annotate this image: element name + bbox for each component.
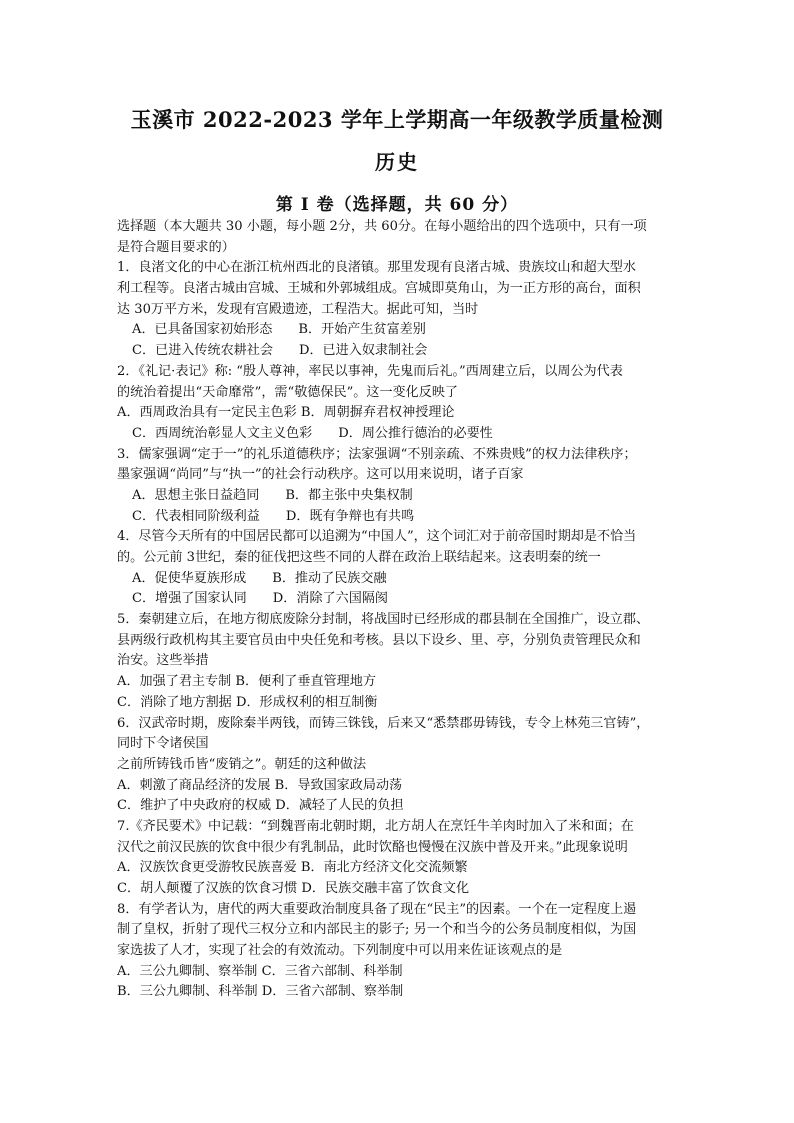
question-3-options-row: [117, 486, 697, 507]
question-8-options-row: [117, 962, 697, 983]
question-4-stem: 4．尽管今天所有的中国居民都可以追溯为“中国人”，这个词汇对于前帝国时期却是不恰当: [117, 529, 637, 545]
question-1-options-row: [117, 320, 697, 341]
option-c[interactable]: C．胡人颠覆了汉族的饮食习惯: [117, 881, 298, 896]
question-1-stem: 1．良渚文化的中心在浙江杭州西北的良渚镇。那里发现有良渚古城、贵族坟山和超大型水: [117, 260, 636, 276]
exam-title: 玉溪市 2022-2023 学年上学期高一年级教学质量检测: [130, 107, 664, 132]
question-5-stem: 5．秦朝建立后，在地方彻底废除分封制，将战国时已经形成的郡县制在全国推广，设立郡、: [117, 612, 650, 628]
option-a[interactable]: A．刺激了商品经济的发展: [117, 777, 271, 793]
question-8-options-row: [117, 982, 697, 1003]
option-d[interactable]: D．既有争辩也有共鸣: [285, 508, 415, 524]
question-8-stem: 家选拔了人才，实现了社会的有效流动。下列制度中可以用来佐证该观点的是: [117, 943, 563, 959]
question-5-stem: 治安。这些举措: [117, 653, 209, 669]
question-4-options-row: [117, 569, 697, 590]
question-2-options-row: [117, 403, 697, 424]
option-d[interactable]: D．减轻了人民的负担: [275, 798, 404, 814]
option-c[interactable]: C．增强了国家认同: [132, 591, 247, 607]
option-b[interactable]: B．都主张中央集权制: [285, 487, 413, 503]
subject-title: 历史: [375, 150, 419, 174]
question-5-options-row: [117, 672, 697, 693]
question-8-stem: 制了皇权，折射了现代三权分立和内部民主的影子; 另一个和当今的公务员制度相似，为国: [117, 922, 637, 938]
question-3-stem: 墨家强调“尚同”与“执一”的社会行动秩序。这可以用来说明，诸子百家: [117, 467, 524, 483]
option-d[interactable]: D．周公推行德治的必要性: [338, 425, 493, 441]
question-2-options-row: [117, 424, 697, 445]
option-d[interactable]: D．消除了六国隔阂: [272, 591, 389, 607]
option-b[interactable]: B．三公九卿制、科举制: [117, 984, 258, 1000]
option-a[interactable]: A．汉族饮食更受游牧民族喜爱: [117, 860, 297, 876]
option-d[interactable]: D．形成权利的相互制衡: [235, 694, 378, 710]
option-c[interactable]: C．已进入传统农耕社会: [132, 343, 273, 359]
option-c[interactable]: C．消除了地方割据: [117, 694, 232, 710]
question-6-options-row: [117, 796, 697, 817]
option-a[interactable]: A．三公九卿制、察举制: [117, 963, 258, 979]
question-5-options-row: [117, 693, 697, 714]
question-2-stem: 的统治着提出“天命靡常”，需“敬德保民”。这一变化反映了: [117, 384, 459, 400]
question-7-stem: 7.《齐民要术》中记载：“到魏晋南北朝时期，北方胡人在烹饪牛羊肉时加入了米和面；在: [117, 818, 634, 834]
question-1-options-row: [117, 341, 697, 362]
option-d[interactable]: D．民族交融丰富了饮食文化: [301, 881, 470, 896]
option-c[interactable]: C．三省六部制、科举制: [261, 963, 403, 979]
question-6-options-row: [117, 776, 697, 797]
option-a[interactable]: A．已具备国家初始形态: [132, 322, 273, 338]
option-c[interactable]: C．维护了中央政府的权威: [117, 798, 272, 814]
question-8-stem: 8．有学者认为，唐代的两大重要政治制度具备了现在“民主”的因素。一个在一定程度上遏: [117, 901, 637, 917]
instructions-line: 是符合题目要求的）: [117, 239, 235, 255]
question-7-options-row: [117, 858, 697, 879]
exam-body: [117, 217, 697, 1003]
option-c[interactable]: C．西周统治彰显人文主义色彩: [132, 425, 313, 441]
section-title: 第 I 卷（选择题，共 60 分）: [275, 195, 519, 215]
option-b[interactable]: B．导致国家政局动荡: [274, 777, 403, 793]
option-d[interactable]: D．已进入奴隶制社会: [298, 343, 428, 359]
option-c[interactable]: C．代表相同阶级利益: [132, 508, 260, 524]
option-b[interactable]: B．开始产生贫富差别: [298, 322, 426, 338]
question-6-stem: 6．汉武帝时期，废除秦半两钱，而铸三铢钱，后来又“悉禁郡毋铸钱，专令上林苑三官铸”，: [117, 715, 650, 731]
question-5-stem: 县两级行政机构其主要官员由中央任免和考核。县以下设乡、里、亭，分别负责管理民众和: [117, 632, 641, 648]
option-a[interactable]: A．加强了君主专制: [117, 674, 232, 690]
question-7-stem: 汉代之前汉民族的饮食中很少有乳制品，此时饮酪也慢慢在汉族中普及开来。”此现象说明: [117, 839, 628, 855]
instructions-line: 选择题（本大题共 30 小题，每小题 2分，共 60分。在每小题给出的四个选项中，只有一项: [117, 219, 647, 234]
option-a[interactable]: A．促使华夏族形成: [132, 570, 247, 586]
question-6-stem: 同时下令诸侯国: [117, 736, 209, 752]
question-2-stem: 2．《礼记·表记》称: “殷人尊神，率民以事神，先鬼而后礼。”西周建立后，以周公为代表: [117, 363, 623, 379]
question-3-options-row: [117, 507, 697, 528]
option-d[interactable]: D．三省六部制、察举制: [261, 984, 404, 1000]
question-7-options-row: [117, 879, 697, 900]
question-1-stem: 达 30万平方米，发现有宫殿遗迹，工程浩大。据此可知，当时: [117, 301, 479, 317]
option-a[interactable]: A．西周政治具有一定民主色彩: [117, 405, 297, 421]
question-4-stem: 的。公元前 3世纪，秦的征伐把这些不同的人群在政治上联结起来。这表明秦的统一: [117, 550, 601, 565]
option-a[interactable]: A．思想主张日益趋同: [132, 487, 260, 503]
option-b[interactable]: B．南北方经济文化交流频繁: [300, 860, 468, 876]
question-4-options-row: [117, 589, 697, 610]
option-b[interactable]: B．推动了民族交融: [272, 570, 387, 586]
question-1-stem: 利工程等。良渚古城由宫城、王城和外郭城组成。宫城即莫角山，为一正方形的高台，面积: [117, 281, 641, 297]
question-3-stem: 3．儒家强调“定于一”的礼乐道德秩序；法家强调“不别亲疏、不殊贵贱”的权力法律秩序；: [117, 446, 637, 462]
option-b[interactable]: B．周朝摒弃君权神授理论: [300, 405, 455, 421]
option-b[interactable]: B．便利了垂直管理地方: [235, 674, 376, 690]
question-6-stem: 之前所铸钱币皆“废销之”。朝廷的这种做法: [117, 756, 367, 772]
